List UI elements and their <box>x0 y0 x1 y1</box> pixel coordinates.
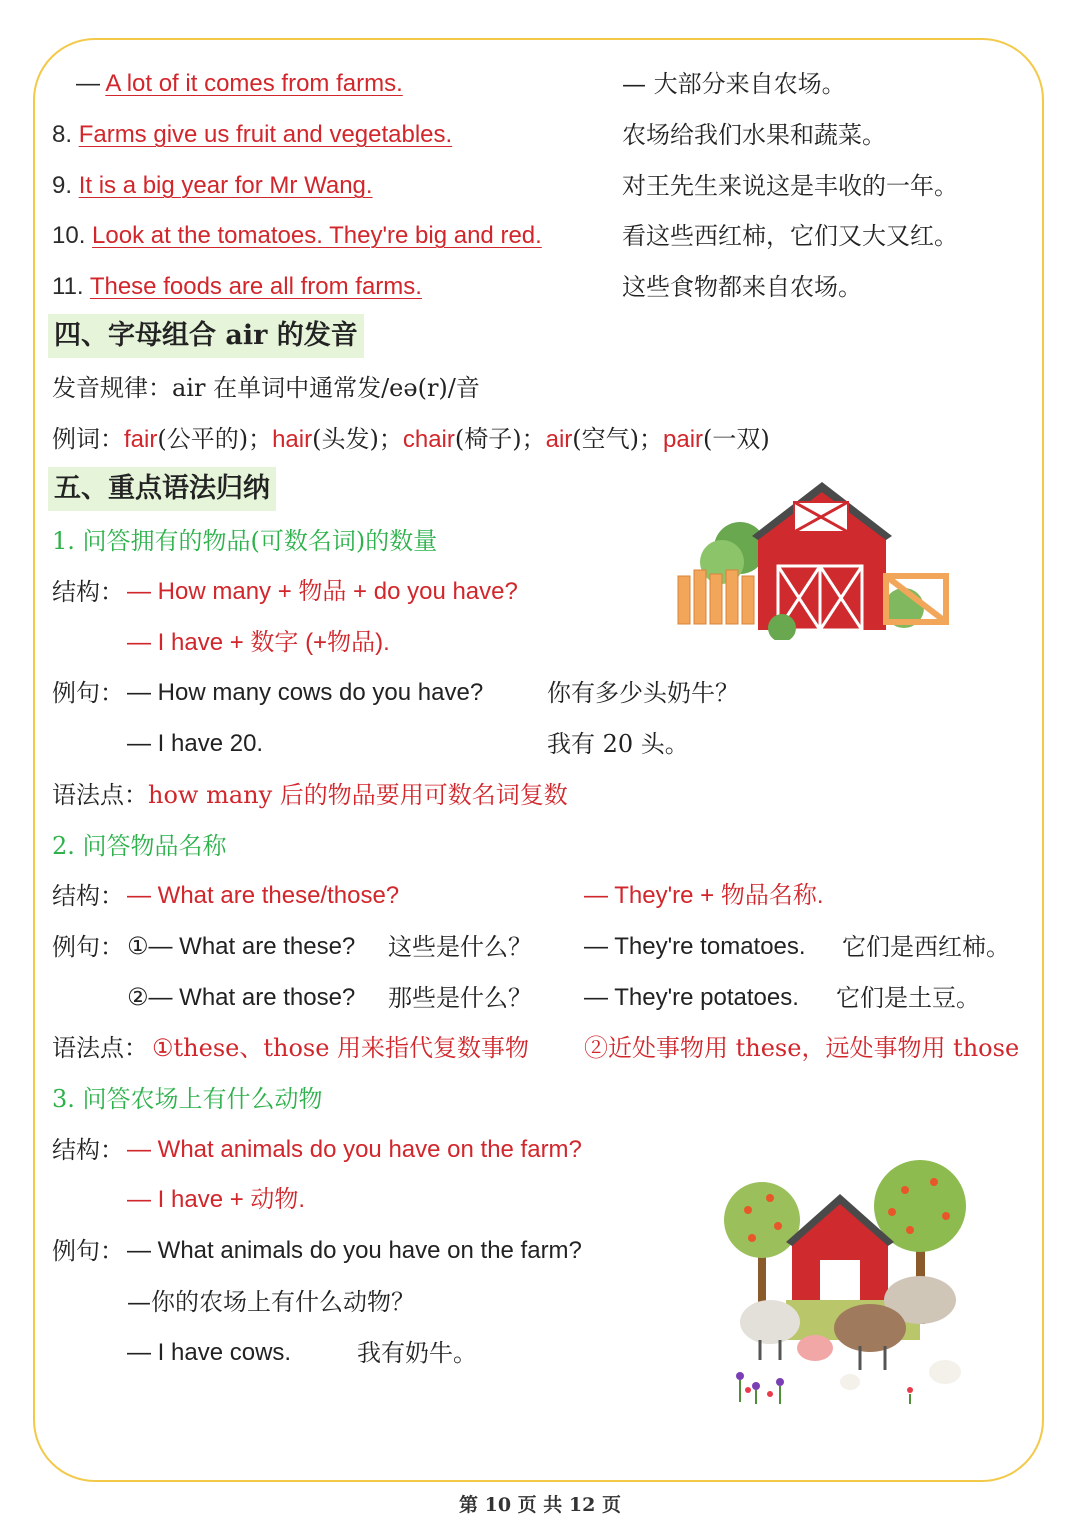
structure-label: 结构： <box>52 1136 124 1164</box>
sentence-number: 9. <box>52 172 73 199</box>
page-footer: 第 10 页 共 12 页 <box>459 1494 621 1516</box>
pronunciation-rule <box>52 372 480 405</box>
example-answer-zh: 它们是西红柿。 <box>842 933 1010 961</box>
example-word: fair <box>124 426 158 453</box>
example-answer-en: — They're tomatoes. <box>584 933 806 960</box>
example-question-en: ①— What are these? <box>127 933 356 960</box>
rule-label: 发音规律： <box>52 374 172 402</box>
rule-text: air 在单词中通常发/eə(r)/音 <box>172 374 480 402</box>
example-answer-en: — I have cows. <box>127 1339 292 1366</box>
grammar-1-title: 1. 问答拥有的物品(可数名词)的数量 <box>52 527 438 555</box>
example-question-zh: 那些是什么？ <box>388 984 532 1012</box>
grammar-point <box>52 779 568 812</box>
structure-answer: — They're + 物品名称. <box>584 882 824 909</box>
sentence-row <box>52 220 542 252</box>
point-text: how many 后的物品要用可数名词复数 <box>148 781 568 809</box>
example-meaning: (一双) <box>703 425 770 453</box>
sentence-zh: 看这些西红柿，它们又大又红。 <box>622 222 958 250</box>
structure-question: — What are these/those? <box>127 882 400 909</box>
example-meaning: (椅子)； <box>454 425 546 453</box>
example-question-zh: —你的农场上有什么动物？ <box>127 1288 415 1316</box>
sentence-number: 8. <box>52 121 73 148</box>
example-answer-zh: 我有奶牛。 <box>357 1339 477 1367</box>
grammar-3-title: 3. 问答农场上有什么动物 <box>52 1085 323 1113</box>
example-meaning: (空气)； <box>572 425 664 453</box>
example-label: 例句： <box>52 679 124 707</box>
point-text: ①these、those 用来指代复数事物 <box>152 1034 530 1062</box>
sentence-en: A lot of it comes from farms. <box>105 70 403 97</box>
sentence-en: It is a big year for Mr Wang. <box>78 172 373 199</box>
section-heading-grammar: 五、重点语法归纳 <box>48 467 276 511</box>
example-question-en: — What animals do you have on the farm? <box>127 1237 582 1264</box>
barn-illustration <box>672 480 962 640</box>
structure-question: — How many + 物品 + do you have? <box>127 578 518 605</box>
structure-question: — What animals do you have on the farm? <box>127 1136 582 1163</box>
sentence-zh: 对王先生来说这是丰收的一年。 <box>622 172 958 200</box>
sentence-zh: — 大部分来自农场。 <box>622 70 846 98</box>
sentence-row <box>52 119 452 151</box>
structure-label: 结构： <box>52 882 124 910</box>
sentence-number: 11. <box>52 273 84 300</box>
structure-label: 结构： <box>52 578 124 606</box>
sentence-en: These foods are all from farms. <box>89 273 422 300</box>
structure-answer: — I have + 数字 (+物品). <box>127 629 390 656</box>
sentence-en: Look at the tomatoes. They're big and red. <box>92 222 542 249</box>
point-text: ②近处事物用 these，远处事物用 those <box>584 1034 1020 1062</box>
example-meaning: (头发)； <box>312 425 403 453</box>
example-word: chair <box>402 426 455 453</box>
example-label: 例句： <box>52 1237 124 1265</box>
grammar-2-title: 2. 问答物品名称 <box>52 832 227 860</box>
example-word: pair <box>663 426 704 453</box>
farm-animals-illustration <box>720 1150 980 1405</box>
example-words <box>52 423 770 456</box>
example-question-zh: 这些是什么？ <box>388 933 532 961</box>
sentence-row <box>52 170 373 202</box>
example-question-en: — How many cows do you have? <box>127 679 484 706</box>
example-answer-en: — They're potatoes. <box>584 984 799 1011</box>
sentence-row <box>52 271 422 303</box>
example-word: air <box>545 426 573 453</box>
point-label: 语法点： <box>52 781 148 809</box>
structure-answer: — I have + 动物. <box>127 1186 306 1213</box>
example-answer-zh: 我有 20 头。 <box>547 730 689 758</box>
example-answer-en: — I have 20. <box>127 730 264 757</box>
sentence-zh: 农场给我们水果和蔬菜。 <box>622 121 886 149</box>
example-question-en: ②— What are those? <box>127 984 356 1011</box>
section-heading-air: 四、字母组合 air 的发音 <box>48 314 364 358</box>
example-question-zh: 你有多少头奶牛？ <box>547 679 739 707</box>
point-label: 语法点： <box>52 1034 148 1062</box>
sentence-zh: 这些食物都来自农场。 <box>622 273 862 301</box>
example-word: hair <box>272 426 313 453</box>
sentence-number: 10. <box>52 222 86 249</box>
example-label: 例句： <box>52 933 124 961</box>
sentence-row: — A lot of it comes from farms. <box>76 70 403 97</box>
examples-label: 例词： <box>52 425 124 453</box>
sentence-en: Farms give us fruit and vegetables. <box>78 121 453 148</box>
example-answer-zh: 它们是土豆。 <box>836 984 980 1012</box>
example-meaning: (公平的)； <box>157 425 273 453</box>
